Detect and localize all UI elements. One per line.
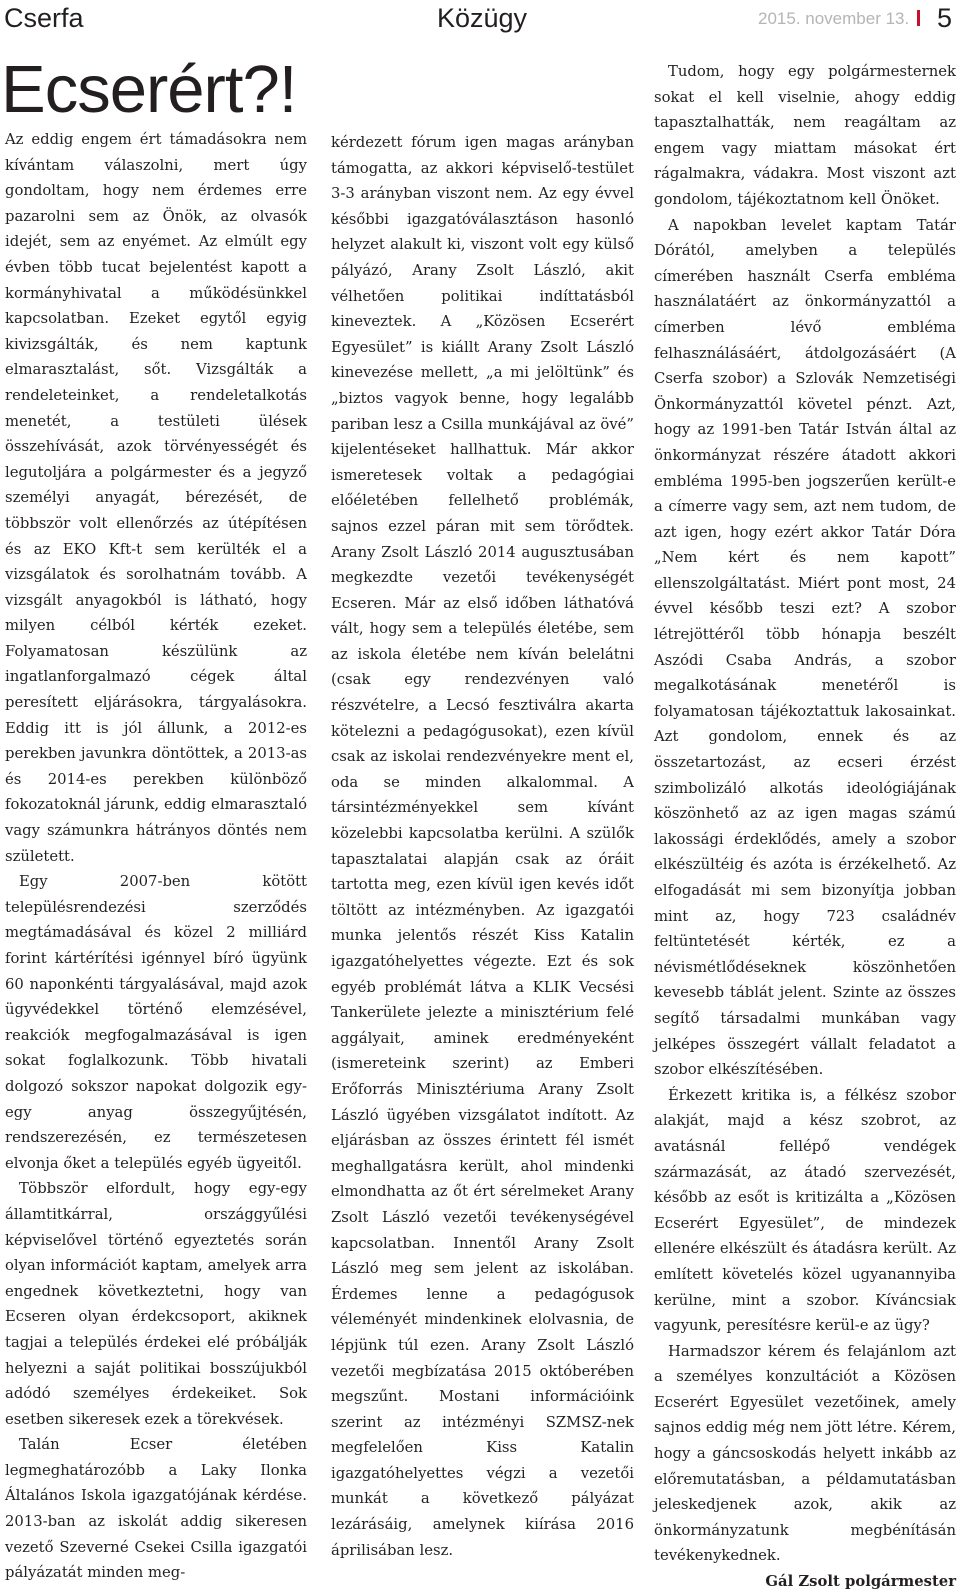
paragraph: Egy 2007-ben kötött településrendezési szerződés megtámadásával és közel 2 milliárd forint kártérítési igénnyel bíró ügyünk 60 naponkénti tárgyalásával, majd azok ügyvédekkel történő elemzésével, reakciók megfogalmazásával is igen sokat foglalkozunk. Több hivatali dolgozó sokszor napokat dolgozik egy-egy anyag összegyűjtésén, rendszerezésén, ez természetesen elvonja őket a település egyéb ügyeitől. (5, 873, 307, 1172)
article-column-3 (654, 59, 956, 1595)
article-headline: Ecserért?! (1, 52, 297, 127)
column-name: Közügy (437, 3, 528, 33)
page-number: 5 (937, 3, 953, 33)
article-column-2 (331, 130, 634, 1563)
paragraph: kérdezett fórum igen magas arányban támogatta, az akkori képviselő-testület 3-3 arányban viszont nem. Az egy évvel későbbi igazgatóválasztáson hasonló helyzet alakult ki, viszont volt egy külső pályázó, Arany Zsolt László, akit vélhetően politikai indíttatásból kineveztek. A „Közösen Ecserért Egyesület” is kiállt Arany Zsolt László kinevezése mellett, „a mi jelöltünk” és „biztos vagyok benne, hogy legalább pariban lesz a Csilla munkájával az övé” kijelentéseket hallhattuk. Már akkor ismeretesek voltak a pedagógiai előéletében fellelhető problémák, sajnos ezzel páran mit sem törődtek. Arany Zsolt László 2014 augusztusában megkezdte vezetői tevékenységét Ecseren. Már az első időben láthatóvá vált, hogy sem a település életébe, sem az iskola életébe nem kíván belelátni (csak egy rendezvényen való részvételre, a Lecsó fesztiválra akarta kötelezni a pedagógusokat), ezen kívül csak az iskolai rendezvényekre ment el, oda se minden alkalommal. A társintézményekkel sem kívánt közelebbi kapcsolatba kerülni. A szülők tapasztalatai alapján csak az óráit tartotta meg, ezen kívül igen kevés időt töltött az intézményben. Az igazgatói munka jelentős részét Kiss Katalin igazgatóhelyettes végezte. Ezt és sok egyéb problémát látva a KLIK Vecsési Tankerülete jelezte a minisztérium felé aggályait, aminek eredményeként (ismereteink szerint) az Emberi Erőforrás Minisztériuma Arany Zsolt László ügyében vizsgálatot indított. Az eljárásban az összes érintett fél ismét meghallgatásra került, ahol mindenki elmondhatta az őt ért sérelmeket Arany Zsolt László vezetői tevékenységével kapcsolatban. Innentől Arany Zsolt László meg sem jelent az iskolában. Érdemes lenne a pedagógusok véleményét mindenkinek elolvasnia, de lépjünk túl ezen. Arany Zsolt László vezetői megbízatása 2015 októberében megszűnt. Mostani információink szerint az intézményi SZMSZ-nek megfelelően Kiss Katalin igazgatóhelyettes végzi a vezetői munkát a következő pályázat lezárásáig, amelynek kiírása 2016 áprilisában lesz. (331, 134, 634, 1559)
paragraph: Többször elfordult, hogy egy-egy államtitkárral, országgyűlési képviselővel történő egyeztetés során olyan információt kaptam, amelyek arra engednek következtetni, hogy van Ecseren olyan érdekcsoport, akiknek tagjai a település érdekei elé próbálják helyezni a saját politikai bosszújukból adódó személyes érdekeiket. Sok esetben sikeresek ezek a törekvések. (5, 1180, 307, 1428)
author-signature: Gál Zsolt polgármester (765, 1573, 956, 1591)
header-separator (917, 10, 920, 26)
article-column-1 (5, 127, 307, 1586)
paragraph: Harmadszor kérem és felajánlom azt a személyes konzultációt a Közösen Ecserért Egyesület vezetőinek, amely sajnos eddig még nem jött létre. Kérem, hogy a gáncsoskodás helyett inkább az előremutatásban, a példamutatásban jeleskedjenek azok, akik az önkormányzatunk megbénításán tevékenykednek. (654, 1342, 956, 1565)
paragraph: Az eddig engem ért támadásokra nem kívántam válaszolni, mert úgy gondoltam, hogy nem érdemes erre pazarolni sem az Önök, az olvasók idejét, sem az enyémet. Az elmúlt egy évben több tucat bejelentést kapott a kormányhivatal a működésünkkel kapcsolatban. Ezeket egytől egyig kivizsgálták, és nem kaptunk elmarasztalást, sőt. Vizsgálták a rendeleteinket, a rendeletalkotás menetét, a testületi ülések összehívását, azok törvényességét és legutoljára a polgármester és a jegyző személyi anyagát, bérezését, de többször volt ellenőrzés az útépítésen és az EKO Kft-t sem kerülték el a vizsgálatok és sorolhatnám tovább. A vizsgált anyagokból is látható, hogy milyen célból kérték ezeket. Folyamatosan készülünk az ingatlanforgalmazó cégek által peresített eljárásokra, tárgyalásokra. Eddig itt is jól állunk, a 2012-es perekben javunkra döntöttek, a 2013-as és 2014-es perekben különböző fokozatoknál járunk, eddig elmarasztaló vagy számunkra hátrányos döntés nem született. (5, 131, 307, 865)
paragraph: A napokban levelet kaptam Tatár Dórától, amelyben a település címerében használt Cserfa embléma használatáért az önkormányzattól a címerben lévő embléma felhasználásáért, átdolgozásáért (A Cserfa szobor) a Szlovák Nemzetiségi Önkormányzattól követel pénzt. Azt, hogy az 1991-ben Tatár István által az önkormányzat részére átadott akkori embléma 1995-ben jogszerűen került-e a címerre vagy sem, azt nem tudom, de azt igen, hogy ezért akkor Tatár Dóra „Nem kért és nem kapott” ellenszolgáltatást. Miért pont most, 24 évvel később teszi ezt? A szobor létrejöttéről több hónapja beszélt Aszódi Csaba András, a szobor megalkotásának menetéről is folyamatosan tájékoztattuk lakosainkat. Azt gondolom, ennek és az összetartozást, az ecseri érzést szimbolizáló alkotás ideológiájának köszönhető az az igen magas számú lakossági érdeklődés, amely a szobor elkészültéig és azóta is érzékelhető. Az elfogadását mi sem bizonyítja jobban mint az, hogy 723 családnév feltüntetését kérték, ez a névismétlődéseknek köszönhetően kevesebb táblát jelent. Szinte az összes segítő társadalmi munkában vagy jelképes összegért vállalt feladatot a szobor elkészítésében. (654, 216, 956, 1079)
issue-date: 2015. november 13. (758, 9, 910, 28)
paragraph: Talán Ecser életében legmeghatározóbb a Laky Ilonka Általános Iskola igazgatójának kérdése. 2013-ban az iskolát addig sikeresen vezető Szeverné Csekei Csilla igazgatói pályázatát minden meg- (5, 1436, 307, 1582)
section-name: Cserfa (4, 3, 84, 33)
paragraph: Tudom, hogy egy polgármesternek sokat el kell viselnie, ahogy eddig tapasztalhatták, nem reagáltam az engem vagy miattam másokat ért rágalmakra, vádakra. Most viszont azt gondolom, tájékoztatnom kell Önöket. (654, 63, 956, 208)
paragraph: Érkezett kritika is, a félkész szobor alakját, majd a kész szobrot, az avatásnál fellépő vendégek származását, az átadó szervezését, később az esőt is kritizálta a „Közösen Ecserért Egyesület”, de mindezek ellenére elkészült és átadásra került. Az említett követelés közel ugyanannyiba kerülne, mint a szobor. Kíváncsiak vagyunk, peresítésre kerül-e az ügy? (654, 1086, 956, 1335)
